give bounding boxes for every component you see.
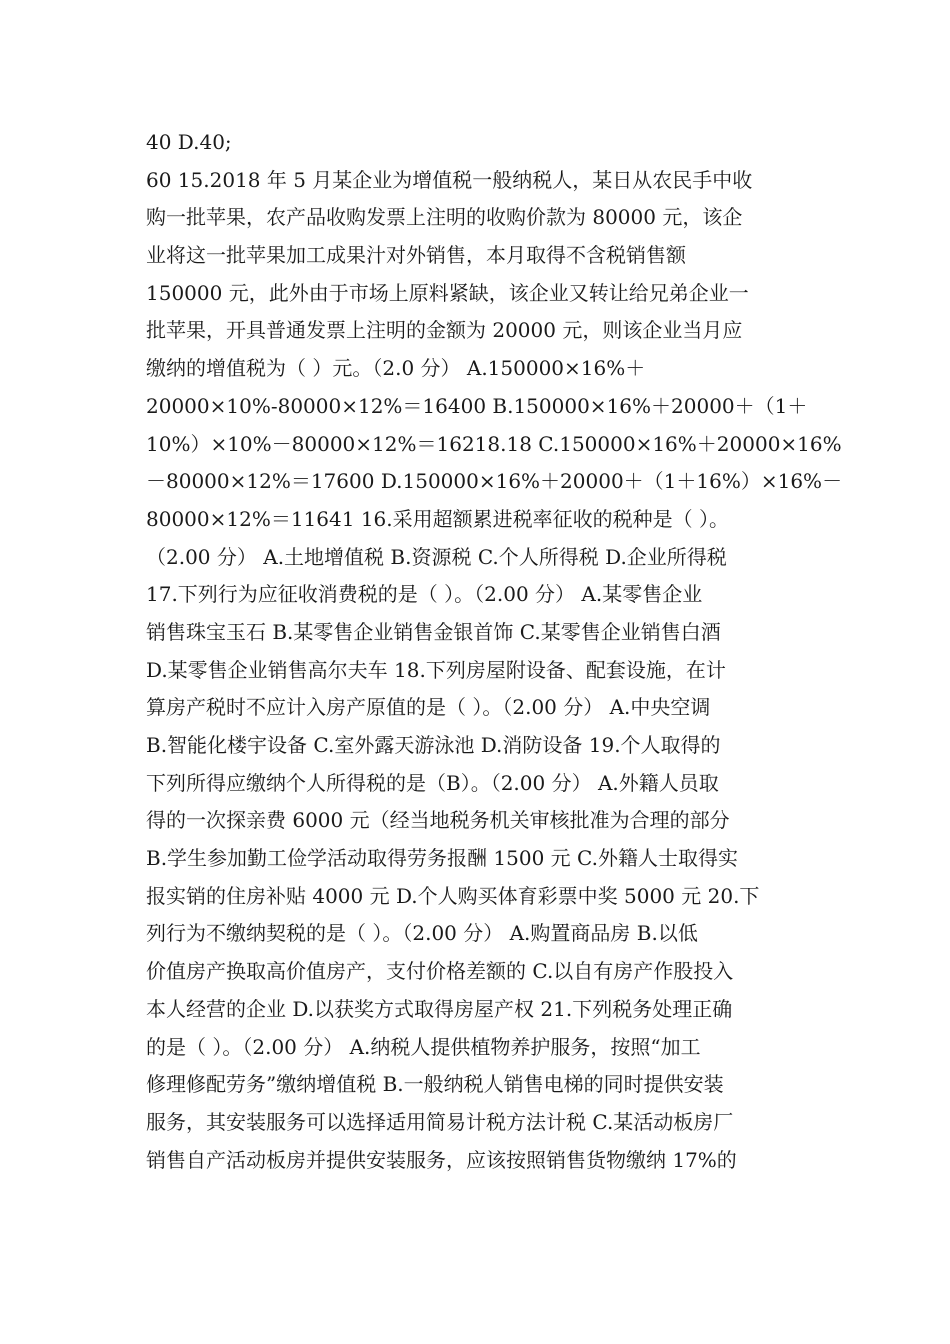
text-line: 60 15.2018 年 5 月某企业为增值税一般纳税人，某日从农民手中收 — [146, 167, 753, 192]
text-line: 报实销的住房补贴 4000 元 D.个人购买体育彩票中奖 5000 元 20.下 — [146, 883, 760, 908]
text-line: 得的一次探亲费 6000 元（经当地税务机关审核批准为合理的部分 — [146, 808, 730, 833]
text-line: 价值房产换取高价值房产，支付价格差额的 C.以自有房产作股投入 — [146, 959, 734, 984]
text-line: B.学生参加勤工俭学活动取得劳务报酬 1500 元 C.外籍人士取得实 — [146, 846, 738, 871]
text-line: D.某零售企业销售高尔夫车 18.下列房屋附设备、配套设施，在计 — [146, 657, 726, 682]
text-line: 列行为不缴纳契税的是（ ）。（2.00 分） A.购置商品房 B.以低 — [146, 921, 698, 946]
text-line: 服务，其安装服务可以选择适用简易计税方法计税 C.某活动板房厂 — [146, 1109, 734, 1134]
text-line: 的是（ ）。（2.00 分） A.纳税人提供植物养护服务，按照“加工 — [146, 1034, 701, 1059]
text-line: 80000×12%＝11641 16.采用超额累进税率征收的税种是（ ）。 — [146, 506, 729, 531]
text-line: B.智能化楼宇设备 C.室外露天游泳池 D.消防设备 19.个人取得的 — [146, 733, 721, 757]
text-line: 销售自产活动板房并提供安装服务，应该按照销售货物缴纳 17%的 — [146, 1147, 737, 1172]
text-line: 业将这一批苹果加工成果汁对外销售，本月取得不含税销售额 — [146, 243, 686, 268]
text-line: 下列所得应缴纳个人所得税的是（B）。（2.00 分） A.外籍人员取 — [146, 770, 719, 795]
text-line: （2.00 分） A.土地增值税 B.资源税 C.个人所得税 D.企业所得税 — [146, 544, 727, 569]
text-line: 修理修配劳务”缴纳增值税 B.一般纳税人销售电梯的同时提供安装 — [146, 1072, 724, 1097]
text-line: 销售珠宝玉石 B.某零售企业销售金银首饰 C.某零售企业销售白酒 — [146, 619, 721, 644]
text-line: 10%）×10%－80000×12%＝16218.18 C.150000×16%＋20000×16% — [146, 431, 842, 456]
text-line: 缴纳的增值税为（ ）元。（2.0 分） A.150000×16%＋ — [146, 356, 646, 381]
text-line: 150000 元，此外由于市场上原料紧缺，该企业又转让给兄弟企业一 — [146, 280, 749, 305]
text-line: －80000×12%＝17600 D.150000×16%＋20000＋（1＋16%）×16%－ — [146, 469, 843, 494]
text-line: 40 D.40; — [146, 130, 232, 154]
text-line: 购一批苹果，农产品收购发票上注明的收购价款为 80000 元，该企 — [146, 205, 743, 230]
text-line: 本人经营的企业 D.以获奖方式取得房屋产权 21.下列税务处理正确 — [146, 996, 733, 1021]
text-line: 算房产税时不应计入房产原值的是（ ）。（2.00 分） A.中央空调 — [146, 695, 711, 720]
document-body — [146, 124, 843, 1179]
text-line: 17.下列行为应征收消费税的是（ ）。（2.00 分） A.某零售企业 — [146, 582, 703, 607]
text-line: 批苹果，开具普通发票上注明的金额为 20000 元，则该企业当月应 — [146, 318, 743, 343]
text-line: 20000×10%-80000×12%＝16400 B.150000×16%＋20000＋（1＋ — [146, 393, 808, 418]
